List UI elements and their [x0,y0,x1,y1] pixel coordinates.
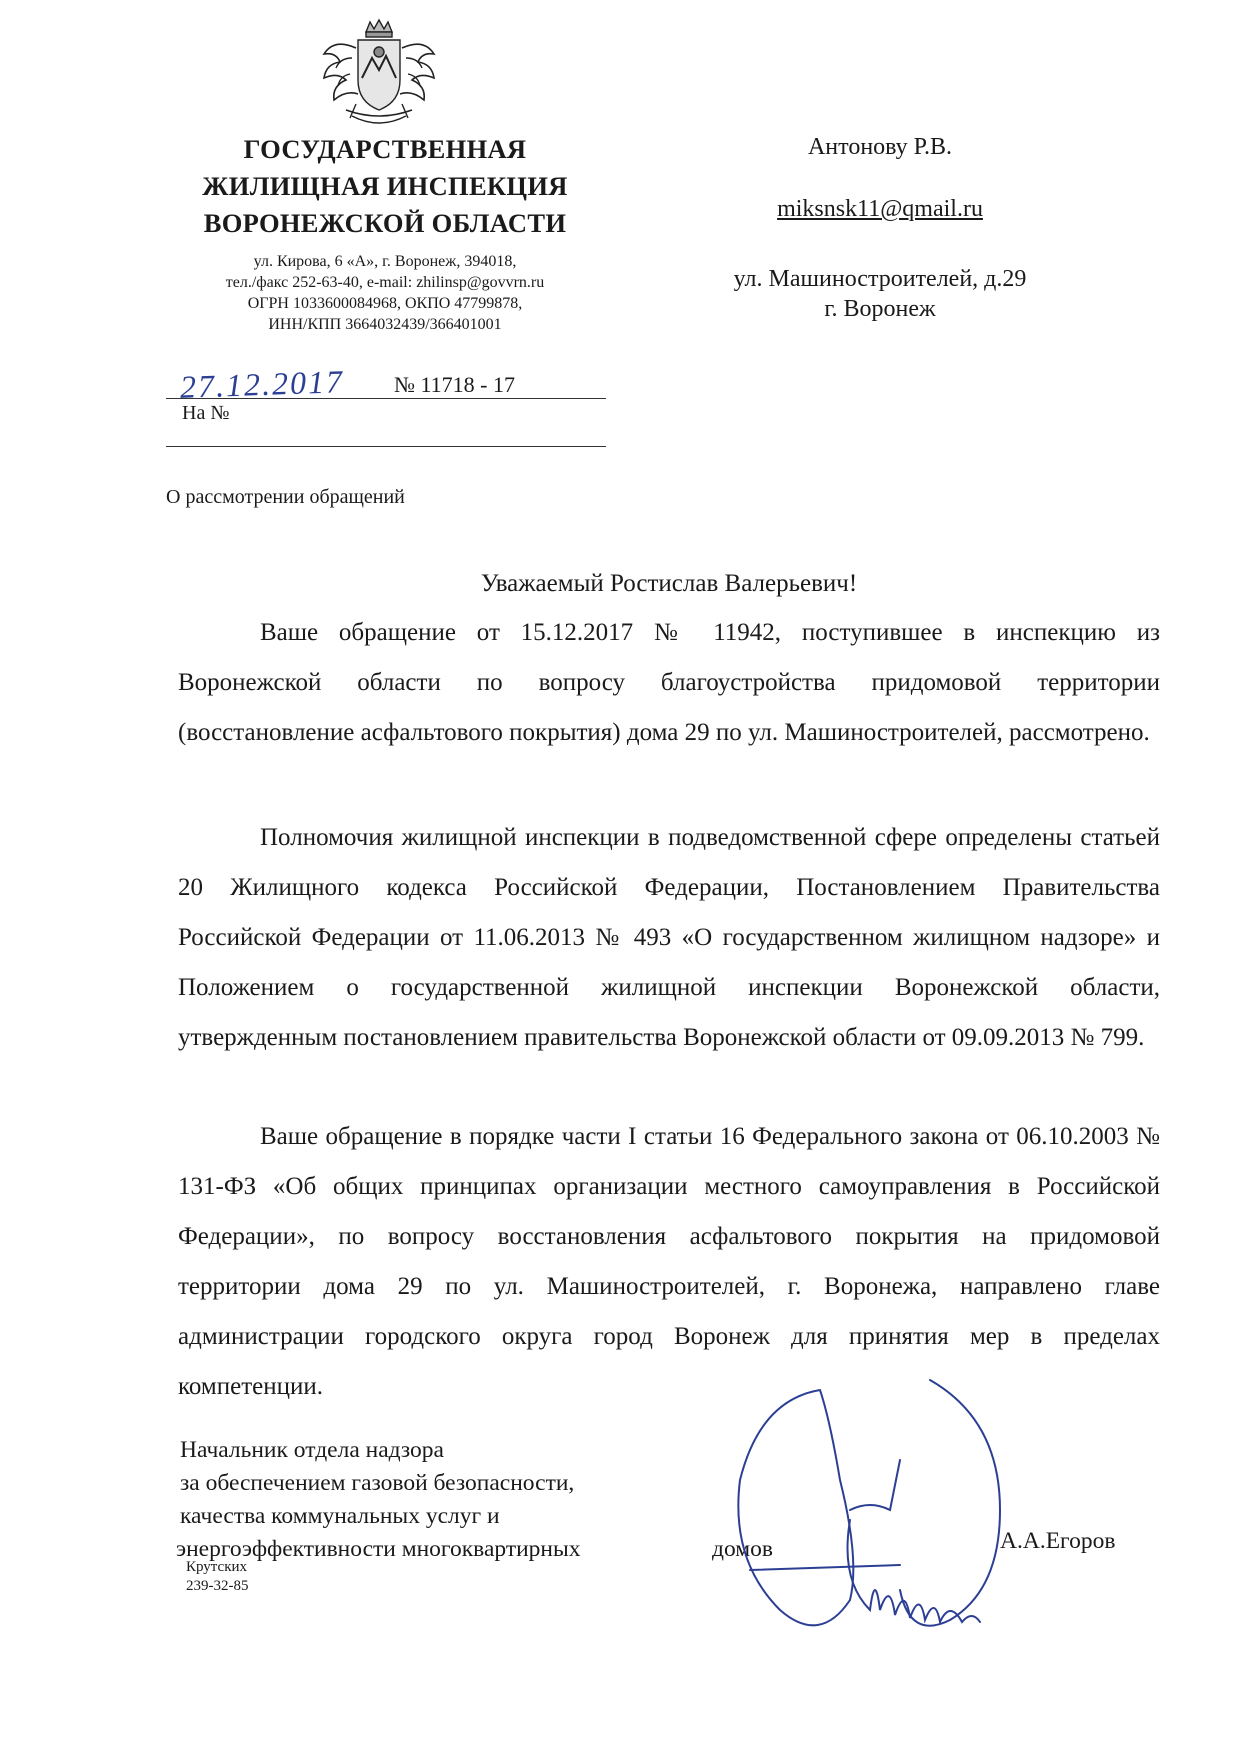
recipient-street: ул. Машиностроителей, д.29 [733,266,1027,292]
registration-line [166,398,606,399]
signature-position-line4-cont: домов [712,1536,773,1562]
recipient-city: г. Воронеж [824,296,936,322]
org-address: ул. Кирова, 6 «А», г. Воронеж, 394018, [253,253,517,270]
signature-position-line3: качества коммунальных услуг и [180,1503,500,1529]
org-title-line1: ГОСУДАРСТВЕННАЯ [243,134,527,164]
signature-position-line1: Начальник отдела надзора [180,1437,444,1463]
recipient-email: miksnsk11@qmail.ru [777,196,983,222]
executor-name: Крутских [186,1559,248,1575]
reply-to-line [166,446,606,447]
org-inn: ИНН/КПП 3664032439/366401001 [268,316,502,333]
coat-of-arms-emblem [316,18,442,134]
signatory-name: А.А.Егоров [1000,1528,1116,1554]
handwritten-date: 27.12.2017 [179,363,345,405]
registration-number: № 11718 - 17 [394,372,515,397]
letter-subject: О рассмотрении обращений [166,486,405,508]
org-title-line2: ЖИЛИЩНАЯ ИНСПЕКЦИЯ [202,171,568,201]
handwritten-signature [700,1360,1030,1660]
reply-to-label: На № [182,402,230,424]
org-ogrn: ОГРН 1033600084968, ОКПО 47799878, [247,295,523,312]
signature-position-line4: энергоэффективности многоквартирных [176,1536,581,1562]
body-paragraph-2: Полномочия жилищной инспекции в подведомственной сфере определены статьей 20 Жилищного кодекса Российской Федерации, Постановлением Правительства Российской Федерации от 11.06.2013 № 493 «О государственном жилищном надзоре» и Положением о государственной жилищной инспекции Воронежской области, утвержденным постановлением правительства Воронежской области от 09.09.2013 № 799. [178,824,1160,1051]
salutation: Уважаемый Ростислав Валерьевич! [480,570,858,597]
org-contacts: тел./факс 252-63-40, e-mail: zhilinsp@govvrn.ru [225,274,545,291]
signature-position-line2: за обеспечением газовой безопасности, [180,1470,575,1496]
body-paragraph-1: Ваше обращение от 15.12.2017 № 11942, поступившее в инспекцию из Воронежской области по вопросу благоустройства придомовой территории (восстановление асфальтового покрытия) дома 29 по ул. Машиностроителей, рассмотрено. [178,619,1160,746]
org-title-line3: ВОРОНЕЖСКОЙ ОБЛАСТИ [203,208,567,238]
body-paragraph-3: Ваше обращение в порядке части I статьи 16 Федерального закона от 06.10.2003 № 131-ФЗ «Об общих принципах организации местного самоуправления в Российской Федерации», по вопросу восстановления асфальтового покрытия на придомовой территории дома 29 по ул. Машиностроителей, г. Воронежа, направлено главе администрации городского округа город Воронеж для принятия мер в пределах компетенции. [178,1123,1160,1400]
executor-phone: 239-32-85 [186,1578,249,1594]
recipient-name: Антонову Р.В. [807,134,953,160]
